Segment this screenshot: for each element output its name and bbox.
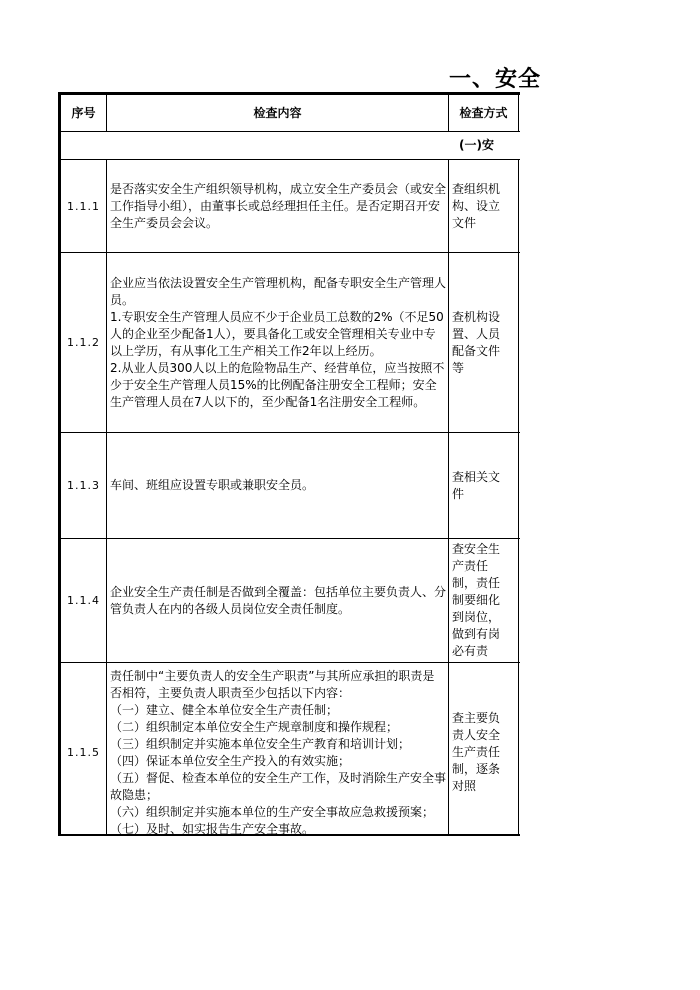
section-label: (一)安 [61,132,521,160]
row-method: 查相关文 件 [449,433,519,539]
row-number: 1.1.3 [61,433,107,539]
row-number: 1.1.4 [61,539,107,663]
row-method: 查主要负 责人安全 生产责任 制，逐条 对照 [449,663,519,837]
row-content: 车间、班组应设置专职或兼职安全员。 [107,433,449,539]
row-content: 企业应当依法设置安全生产管理机构，配备专职安全生产管理人员。 1.专职安全生产管理人员应不少于企业员工总数的2%（不足50人的企业至少配备1人），要具备化工或安全管理相关专业中专以上学历，有从事化工生产相关工作2年以上经历。 2.从业人员300人以上的危险物品生产、经营单位，应当按照不少于安全生产管理人员15%的比例配备注册安全工程师；安全生产管理人员在7人以下的，至少配备1名注册安全工程师。 [107,253,449,433]
row-content: 企业安全生产责任制是否做到全覆盖：包括单位主要负责人、分管负责人在内的各级人员岗位安全责任制度。 [107,539,449,663]
row-content: 责任制中“主要负责人的安全生产职责”与其所应承担的职责是否相符，主要负责人职责至少包括以下内容： （一）建立、健全本单位安全生产责任制； （二）组织制定本单位安全生产规章制度和操作规程； （三）组织制定并实施本单位安全生产教育和培训计划； （四）保证本单位安全生产投入的有效实施； （五）督促、检查本单位的安全生产工作，及时消除生产安全事故隐患； （六）组织制定并实施本单位的生产安全事故应急救援预案； （七）及时、如实报告生产安全事故。 [107,663,449,837]
table-row [61,663,521,837]
table-row [61,433,521,539]
table-row [61,539,521,663]
row-method: 查安全生 产责任 制，责任 制要细化 到岗位， 做到有岗 必有责 [449,539,519,663]
row-method: 查机构设 置、人员 配备文件 等 [449,253,519,433]
table-row [61,253,521,433]
row-number: 1.1.5 [61,663,107,837]
page-title: 一、安全 [449,67,542,92]
section-row [61,132,521,160]
header-content: 检查内容 [107,95,449,132]
header-extra [519,95,521,132]
inspection-table-container [58,92,520,836]
header-no: 序号 [61,95,107,132]
inspection-table [60,94,520,836]
row-number: 1.1.1 [61,160,107,253]
row-method: 查组织机 构、设立 文件 [449,160,519,253]
header-method: 检查方式 [449,95,519,132]
row-number: 1.1.2 [61,253,107,433]
row-content: 是否落实安全生产组织领导机构，成立安全生产委员会（或安全工作指导小组），由董事长或总经理担任主任。是否定期召开安全生产委员会会议。 [107,160,449,253]
header-row [61,95,521,132]
table-row [61,160,521,253]
